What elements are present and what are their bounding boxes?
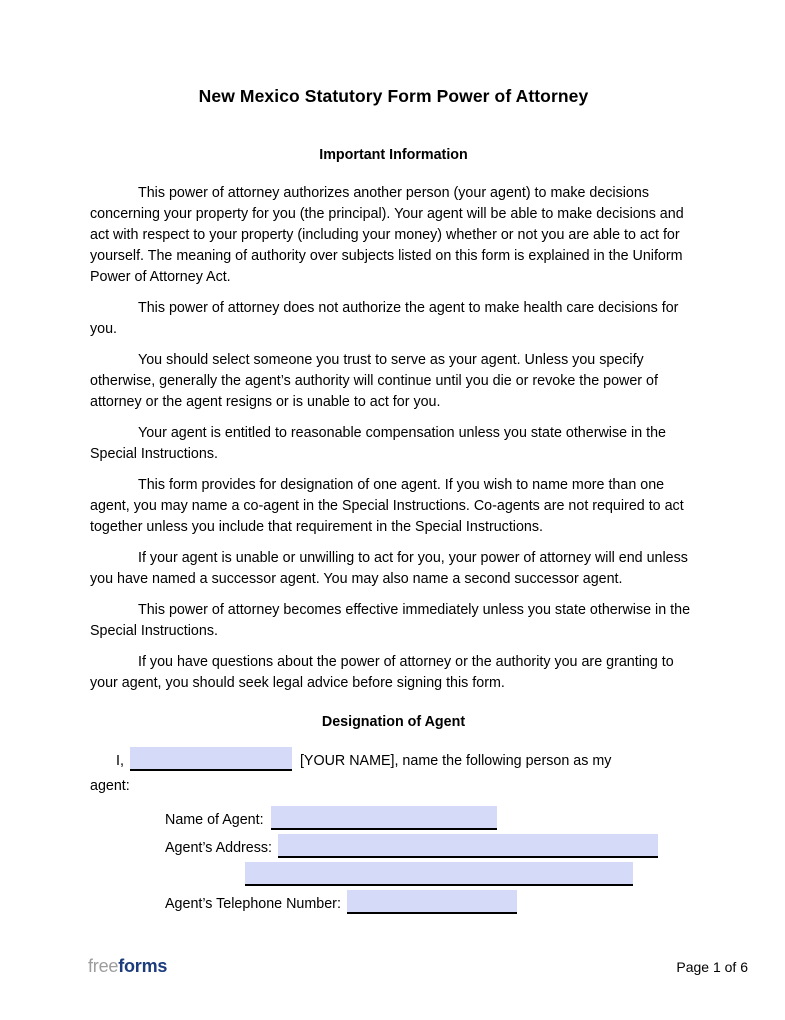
logo-forms-text: forms	[118, 956, 168, 976]
page-number-indicator: Page 1 of 6	[676, 959, 748, 975]
name-of-agent-field[interactable]	[271, 806, 497, 830]
agents-telephone-label: Agent’s Telephone Number:	[165, 896, 341, 912]
principal-name-line	[90, 747, 697, 776]
agents-telephone-row	[90, 890, 697, 918]
agents-address-field-line2[interactable]	[245, 862, 633, 886]
name-of-agent-row	[90, 806, 697, 834]
principal-name-suffix: [YOUR NAME], name the following person as my	[299, 753, 612, 769]
agent-detail-rows	[90, 806, 697, 918]
principal-name-line2: agent:	[90, 778, 130, 794]
paragraph-successor-agent: If your agent is unable or unwilling to act for you, your power of attorney will end unless you have named a successor agent. You may also name a second successor agent.	[90, 550, 688, 587]
page-content	[90, 0, 697, 918]
paragraph-authorizes-decisions: This power of attorney authorizes another person (your agent) to make decisions concerning your property for you (the principal). Your agent will be able to make decisions and act with respect to your property (including your money) whether or not you are able to act for yourself. The meaning of authority over subjects listed on this form is explained in the Uniform Power of Attorney Act.	[90, 185, 684, 285]
logo-free-text: free	[88, 956, 119, 976]
freeforms-logo	[88, 956, 167, 977]
agents-address-row	[90, 834, 697, 862]
page-footer	[88, 956, 748, 977]
principal-name-prefix: I,	[116, 753, 124, 769]
your-name-field[interactable]	[130, 747, 292, 771]
paragraph-seek-legal-advice: If you have questions about the power of attorney or the authority you are granting to your agent, you should seek legal advice before signing this form.	[90, 654, 674, 691]
name-of-agent-label: Name of Agent:	[165, 812, 264, 828]
document-title: New Mexico Statutory Form Power of Attorney	[198, 86, 589, 106]
paragraph-one-agent: This form provides for designation of one agent. If you wish to name more than one agent, you may name a co-agent in the Special Instructions. Co-agents are not required to act together unless you include that requirement in the Special Instructions.	[90, 477, 684, 535]
paragraph-select-agent: You should select someone you trust to serve as your agent. Unless you specify otherwise, generally the agent’s authority will continue until you die or revoke the power of attorney or the agent resigns or is unable to act for you.	[90, 352, 658, 410]
section-heading-designation-of-agent: Designation of Agent	[321, 714, 466, 730]
paragraph-no-health-care: This power of attorney does not authorize the agent to make health care decisions for you.	[90, 300, 679, 337]
section-heading-important-information: Important Information	[319, 147, 468, 163]
agents-address-row-line2	[90, 862, 697, 890]
agents-address-label: Agent’s Address:	[165, 840, 273, 856]
paragraph-effective-immediately: This power of attorney becomes effective immediately unless you state otherwise in the Special Instructions.	[90, 602, 691, 639]
agents-telephone-field[interactable]	[347, 890, 517, 914]
paragraph-compensation: Your agent is entitled to reasonable compensation unless you state otherwise in the Special Instructions.	[90, 425, 667, 462]
agents-address-field[interactable]	[278, 834, 658, 858]
